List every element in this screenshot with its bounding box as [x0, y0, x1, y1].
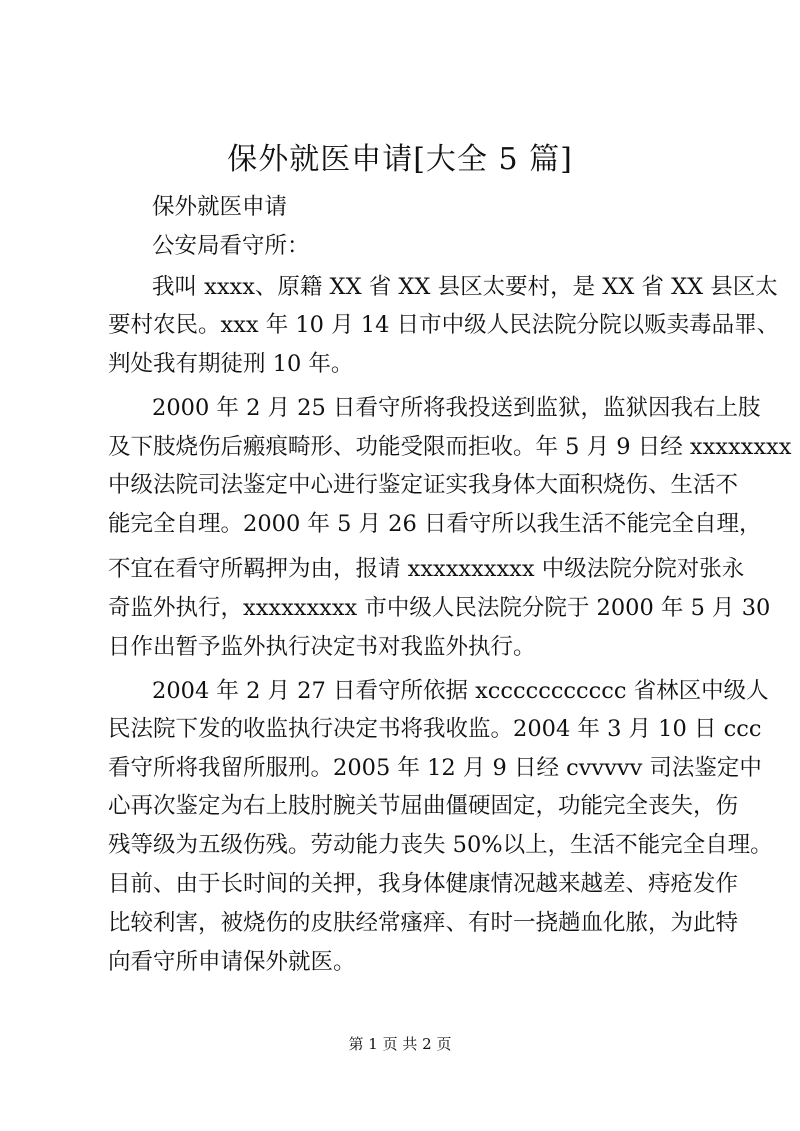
body-line: 目前、由于长时间的关押，我身体健康情况越来越差、痔疮发作 [108, 871, 739, 897]
body-line: 中级法院司法鉴定中心进行鉴定证实我身体大面积烧伤、生活不 [108, 472, 739, 498]
body-line: 民法院下发的收监执行决定书将我收监。2004 年 3 月 10 日 ccc [108, 716, 762, 742]
body-line: 判处我有期徒刑 10 年。 [108, 351, 354, 377]
document-title: 保外就医申请[大全 5 篇] [227, 142, 573, 177]
body-line: 要村农民。xxx 年 10 月 14 日市中级人民法院分院以贩卖毒品罪、 [108, 312, 780, 338]
body-line: 不宜在看守所羁押为由，报请 xxxxxxxxxx 中级法院分院对张永 [108, 556, 745, 582]
body-line: 日作出暂予监外执行决定书对我监外执行。 [108, 634, 536, 660]
body-line: 心再次鉴定为右上肢肘腕关节屈曲僵硬固定，功能完全丧失，伤 [108, 793, 739, 819]
body-line: 2000 年 2 月 25 日看守所将我投送到监狱，监狱因我右上肢 [152, 395, 761, 421]
body-line: 向看守所申请保外就医。 [108, 949, 356, 975]
body-line: 及下肢烧伤后瘢痕畸形、功能受限而拒收。年 5 月 9 日经 xxxxxxxx [108, 434, 792, 460]
body-line: 奇监外执行，xxxxxxxxx 市中级人民法院分院于 2000 年 5 月 30 [108, 595, 771, 621]
body-line: 2004 年 2 月 27 日看守所依据 xccccccccccc 省林区中级人 [152, 678, 769, 704]
body-line: 能完全自理。2000 年 5 月 26 日看守所以我生活不能完全自理， [108, 511, 762, 537]
body-line: 我叫 xxxx、原籍 XX 省 XX 县区太要村，是 XX 省 XX 县区太 [152, 274, 778, 300]
salutation-line: 公安局看守所： [152, 233, 310, 259]
body-line: 比较利害，被烧伤的皮肤经常瘙痒、有时一挠趟血化脓，为此特 [108, 910, 739, 936]
page-number-footer: 第 1 页 共 2 页 [348, 1035, 452, 1053]
heading-line: 保外就医申请 [152, 194, 288, 220]
body-line: 残等级为五级伤残。劳动能力丧失 50%以上，生活不能完全自理。 [108, 832, 773, 858]
body-line: 看守所将我留所服刑。2005 年 12 月 9 日经 cvvvvv 司法鉴定中 [108, 755, 762, 781]
